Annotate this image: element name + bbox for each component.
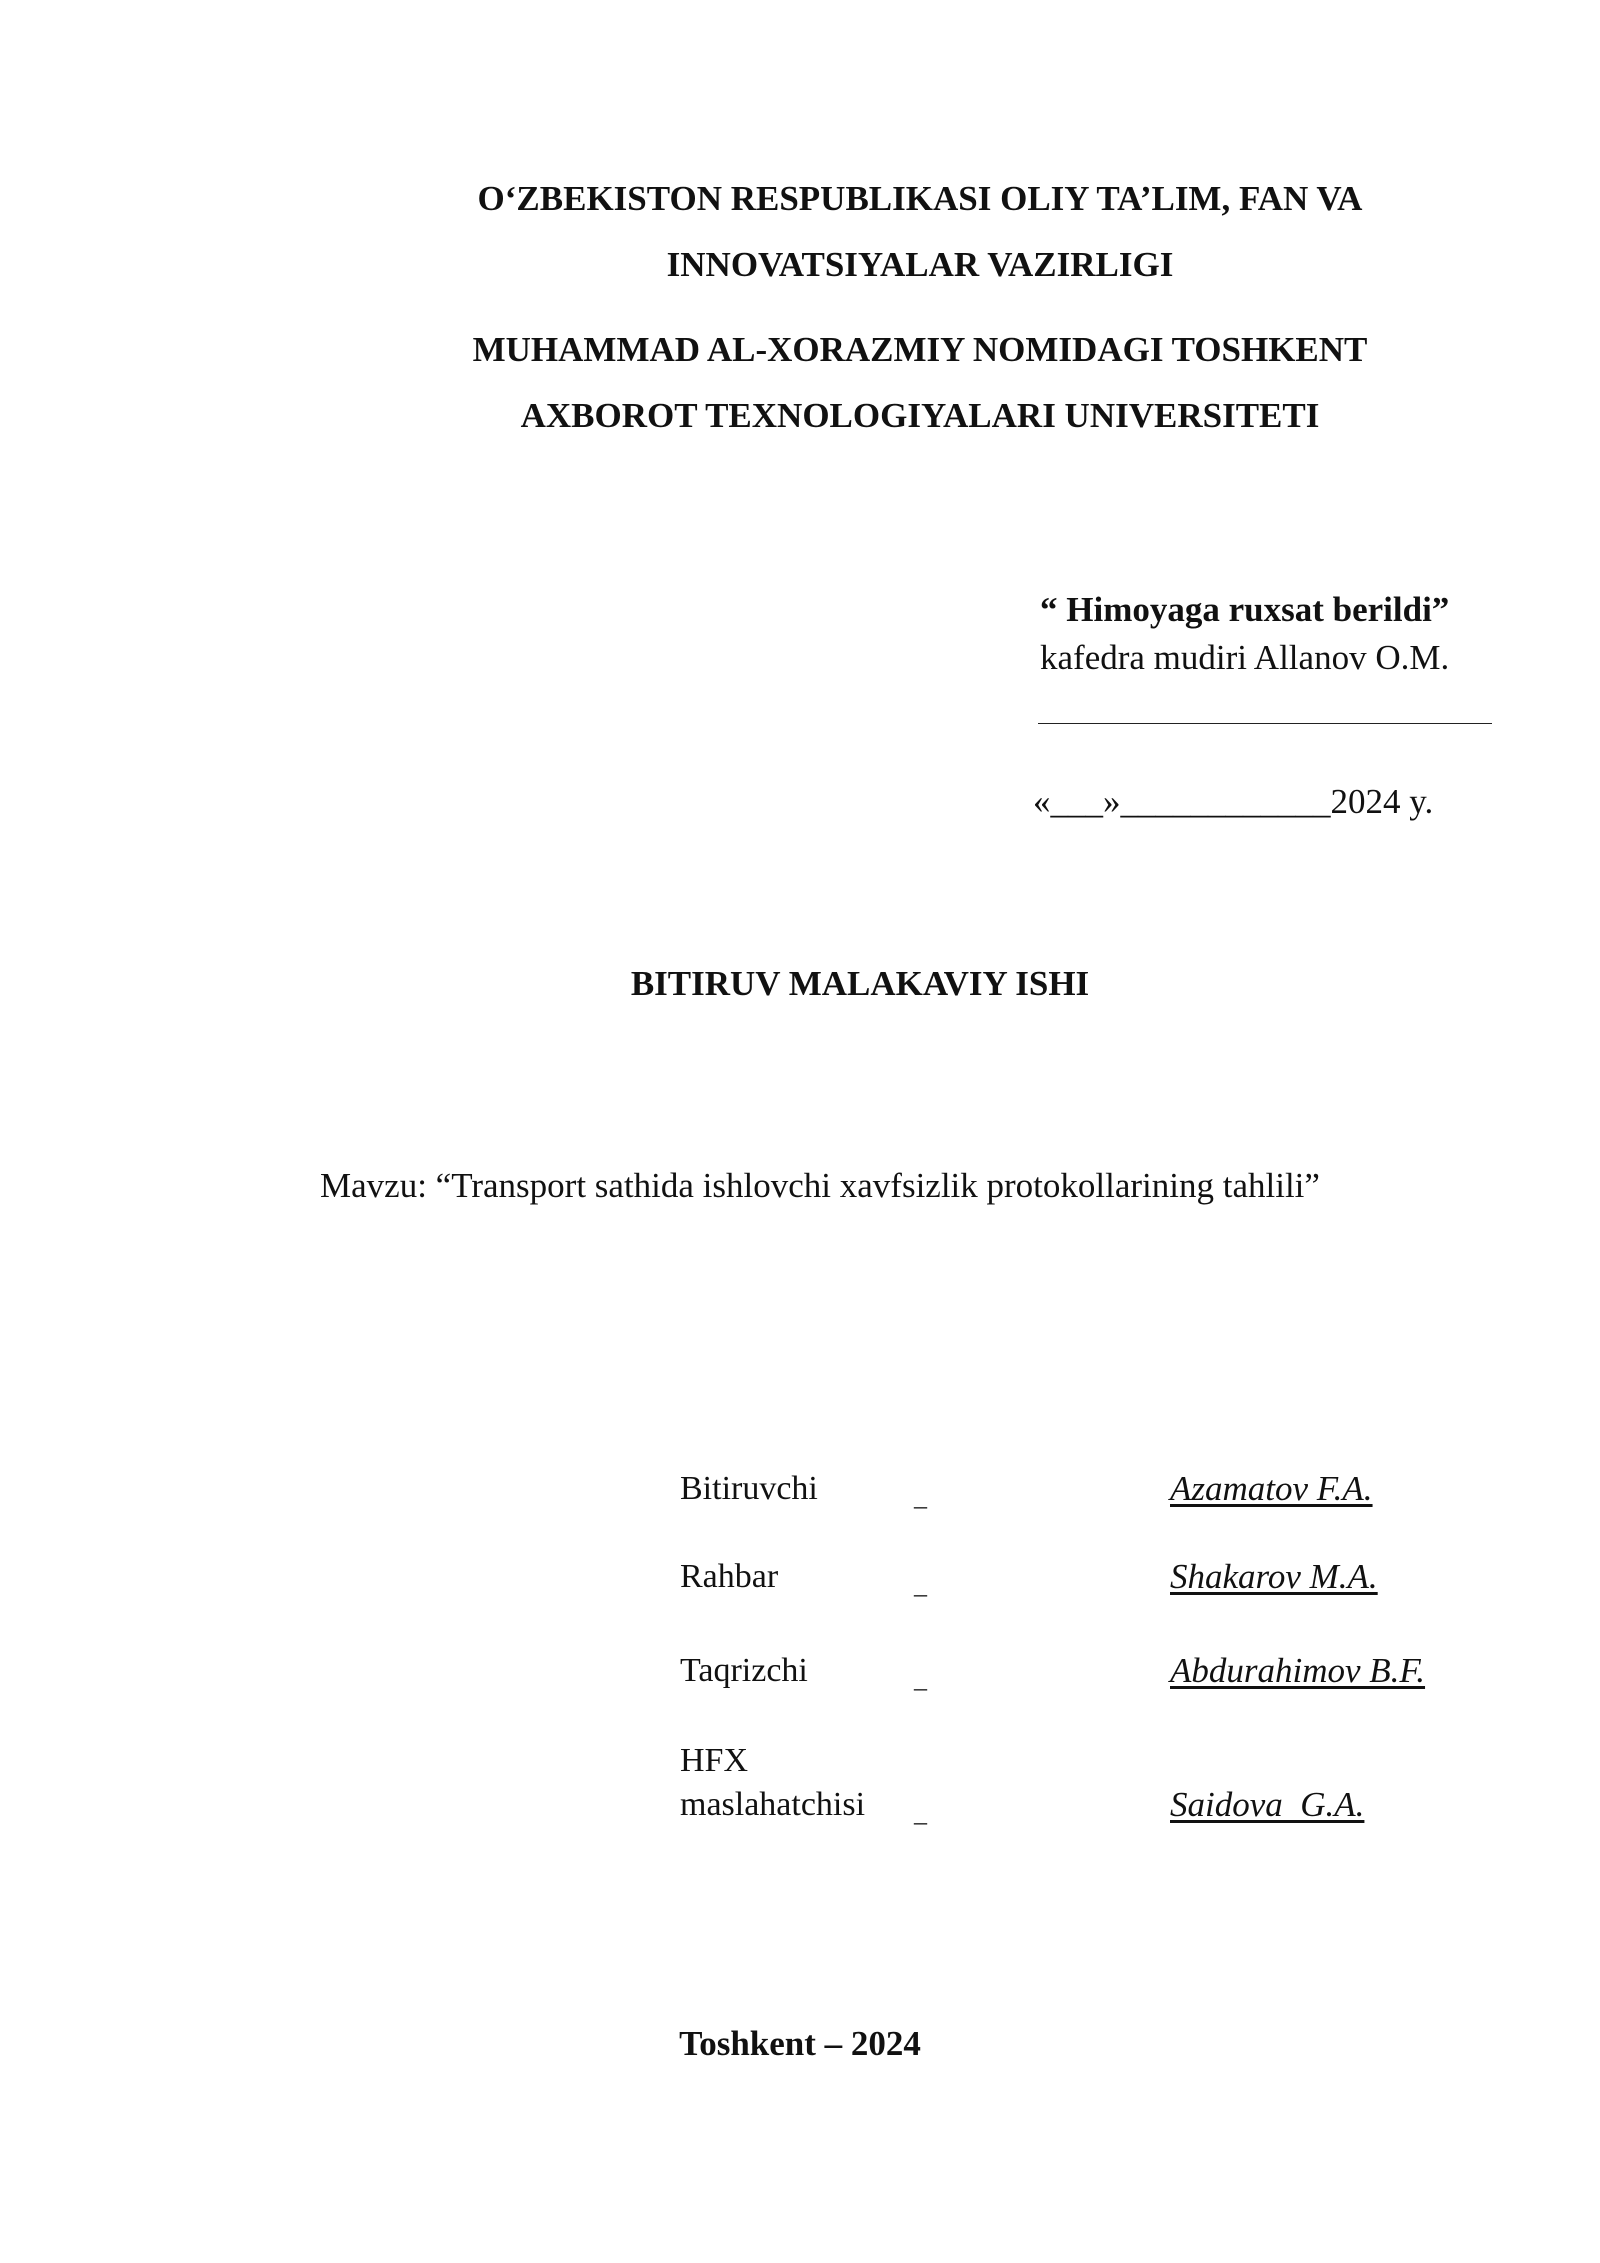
signatory-role-line-1: HFX xyxy=(680,1742,749,1779)
ministry-heading xyxy=(360,166,1480,298)
approval-block xyxy=(1040,586,1500,682)
signatory-name: Saidova G.A. xyxy=(1170,1785,1365,1824)
approval-date-line: «___»____________2024 y. xyxy=(1033,782,1434,821)
approval-title: “ Himoyaga ruxsat berildi” xyxy=(1040,590,1450,629)
department-head: kafedra mudiri Allanov O.M. xyxy=(1040,638,1450,677)
city-year: Toshkent – 2024 xyxy=(679,2024,921,2063)
signatory-role: Bitiruvchi xyxy=(680,1470,818,1507)
signatory-dash: _ xyxy=(914,1570,927,1599)
ministry-line-1: O‘ZBEKISTON RESPUBLIKASI OLIY TA’LIM, FAN VA xyxy=(477,179,1363,218)
signatory-dash: _ xyxy=(914,1664,927,1693)
signatory-role: Taqrizchi xyxy=(680,1652,808,1689)
university-heading xyxy=(360,317,1480,449)
document-title: BITIRUV MALAKAVIY ISHI xyxy=(630,964,1090,1003)
university-line-1: MUHAMMAD AL-XORAZMIY NOMIDAGI TOSHKENT xyxy=(472,330,1368,369)
signatory-dash: _ xyxy=(914,1482,927,1511)
signatory-role-line-2: maslahatchisi xyxy=(680,1786,866,1823)
signatory-dash: _ xyxy=(914,1798,927,1827)
signatory-name: Azamatov F.A. xyxy=(1170,1469,1373,1508)
thesis-topic: Mavzu: “Transport sathida ishlovchi xavfsizlik protokollarining tahlili” xyxy=(320,1166,1320,1205)
signatory-role: Rahbar xyxy=(680,1558,779,1595)
university-line-2: AXBOROT TEXNOLOGIYALARI UNIVERSITETI xyxy=(520,396,1320,435)
signatory-role xyxy=(680,1739,920,1827)
signature-line xyxy=(1038,723,1492,724)
signatory-name: Abdurahimov B.F. xyxy=(1170,1651,1426,1690)
signatory-name: Shakarov M.A. xyxy=(1170,1557,1378,1596)
ministry-line-2: INNOVATSIYALAR VAZIRLIGI xyxy=(666,245,1174,284)
